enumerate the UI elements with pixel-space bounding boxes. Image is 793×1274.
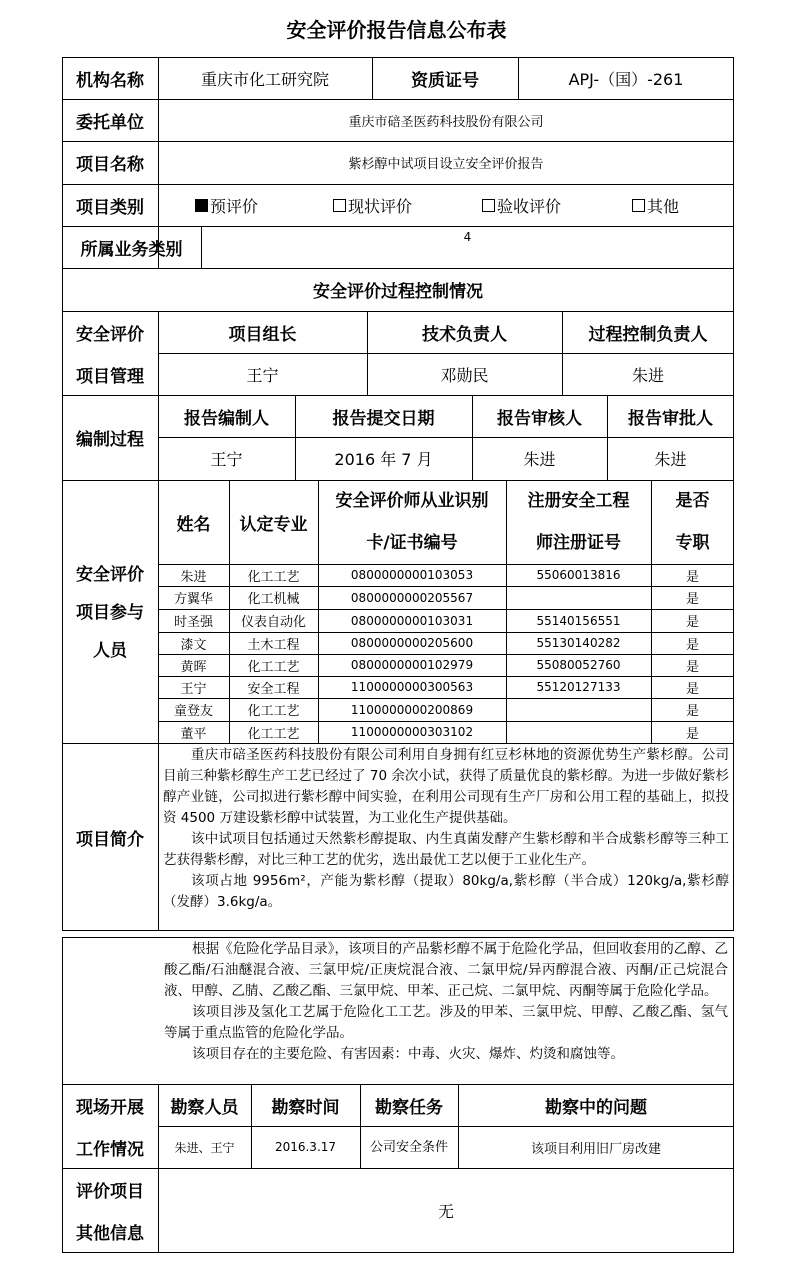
staff-card: 1100000000300563 (350, 680, 474, 694)
staff-major: 土木工程 (247, 637, 300, 653)
staff-name: 朱进 (180, 569, 207, 585)
staff-major: 化工机械 (247, 592, 300, 607)
checkbox-empty-icon (482, 199, 495, 212)
intro-label: 项目简介 (76, 829, 144, 850)
staff-reg (506, 586, 651, 609)
hazard-text (164, 939, 728, 1065)
staff-name: 时圣强 (173, 615, 213, 630)
project-label: 项目名称 (76, 155, 144, 175)
project-value: 紫杉醇中试项目设立安全评价报告 (348, 157, 544, 172)
staff-reg: 55080052760 (536, 658, 621, 672)
intro-paragraph: 该项占地 9956m²，产能为紫杉醇（提取）80kg/a,紫杉醇（半合成）120kg/a,紫杉醇（发酵）3.6kg/a。 (163, 873, 729, 910)
staff-fulltime: 是 (685, 726, 699, 742)
client-value: 重庆市碚圣医药科技股份有限公司 (348, 114, 544, 130)
staff-card: 0800000000205567 (350, 590, 474, 605)
staff-label-line: 人员 (93, 641, 127, 661)
compile-value-date: 2016 年 7 月 (334, 450, 433, 469)
category-option-current[interactable] (333, 184, 443, 226)
staff-fulltime: 是 (685, 659, 699, 675)
staff-major: 化工工艺 (247, 569, 300, 585)
site-header-task: 勘察任务 (375, 1097, 443, 1118)
staff-name: 董平 (180, 726, 207, 742)
compile-header-reviewer: 报告审核人 (497, 408, 582, 429)
staff-reg (506, 721, 651, 743)
staff-reg (506, 698, 651, 721)
category-option-label: 预评价 (210, 196, 259, 216)
org-value: 重庆市化工研究院 (200, 69, 329, 89)
category-option-label: 其他 (647, 196, 680, 216)
staff-major: 化工工艺 (247, 659, 300, 675)
category-label: 项目类别 (76, 197, 144, 218)
staff-header-fulltime-line: 是否 (675, 491, 710, 511)
page-title: 安全评价报告信息公布表 (286, 18, 507, 42)
category-option-label: 现状评价 (348, 196, 413, 216)
other-value: 无 (437, 1202, 454, 1221)
staff-reg: 55130140282 (536, 636, 621, 650)
staff-fulltime: 是 (685, 569, 699, 585)
mgmt-label-1: 安全评价 (76, 324, 144, 345)
site-header-staff: 勘察人员 (170, 1097, 239, 1118)
compile-value-approver: 朱进 (654, 450, 687, 469)
staff-header-reg-line: 注册安全工程 (527, 491, 630, 511)
compile-header-author: 报告编制人 (184, 408, 269, 429)
intro-paragraph: 该中试项目包括通过天然紫杉醇提取、内生真菌发酵产生紫杉醇和半合成紫杉醇等三种工艺获得紫杉醇，对比三种工艺的优劣，选出最优工艺以便于工业化生产。 (163, 831, 729, 868)
site-label-2: 工作情况 (76, 1139, 144, 1160)
staff-header-major: 认定专业 (239, 514, 308, 535)
mgmt-header-leader: 项目组长 (228, 324, 297, 345)
staff-header-card-line: 安全评价师从业识别 (335, 491, 489, 511)
staff-fulltime: 是 (685, 592, 699, 607)
site-value-time: 2016.3.17 (274, 1140, 337, 1154)
staff-name: 漆文 (180, 637, 207, 653)
mgmt-value-tech: 邓勋民 (440, 365, 489, 385)
staff-name: 黄晖 (180, 659, 207, 675)
staff-fulltime: 是 (685, 615, 699, 630)
staff-major: 化工工艺 (247, 726, 300, 742)
cert-label: 资质证号 (411, 70, 479, 91)
site-value-issue: 该项目利用旧厂房改建 (530, 1141, 661, 1157)
mgmt-header-process: 过程控制负责人 (588, 324, 708, 345)
staff-reg: 55140156551 (536, 613, 621, 628)
staff-fulltime: 是 (685, 704, 699, 719)
category-option-label: 验收评价 (497, 196, 562, 216)
staff-fulltime: 是 (685, 637, 699, 653)
category-option-pre[interactable] (195, 184, 290, 226)
staff-header-fulltime-line: 专职 (675, 533, 710, 553)
site-value-task: 公司安全条件 (369, 1139, 448, 1155)
mgmt-label-2: 项目管理 (76, 366, 144, 387)
site-value-staff: 朱进、王宁 (174, 1140, 235, 1155)
mgmt-header-tech: 技术负责人 (422, 324, 507, 345)
staff-header-fulltime (651, 480, 734, 564)
client-label: 委托单位 (76, 112, 144, 133)
hazard-paragraph: 该项目存在的主要危险、有害因素：中毒、火灾、爆炸、灼烫和腐蚀等。 (192, 1046, 624, 1062)
staff-reg: 55060013816 (536, 568, 621, 582)
staff-name: 方翼华 (173, 592, 213, 607)
intro-paragraph: 重庆市碚圣医药科技股份有限公司利用自身拥有红豆杉林地的资源优势生产紫杉醇。公司目前三种紫杉醇生产工艺已经过了 70 余次小试，获得了质量优良的紫杉醇。为进一步做好紫杉醇产业链，公司拟进行紫杉醇中间实验，在利用公司现有生产厂房和公用工程的基础上，拟投资 4500 万建设紫杉醇中试装置，为工业化生产提供基础。 (163, 747, 729, 826)
hazard-paragraph: 该项目涉及氢化工艺属于危险化工工艺。涉及的甲苯、三氯甲烷、甲醇、乙酸乙酯、氢气等属于重点监管的危险化学品。 (164, 1004, 728, 1041)
business-label: 所属业务类别 (80, 239, 183, 260)
hazard-paragraph: 根据《危险化学品目录》，该项目的产品紫杉醇不属于危险化学品，但回收套用的乙醇、乙酸乙酯/石油醚混合液、三氯甲烷/正庚烷混合液、二氯甲烷/异丙醇混合液、丙酮/正己烷混合液、甲醇、乙腈、乙酸乙酯、三氯甲烷、甲苯、正己烷、二氯甲烷、丙酮等属于危险化学品。 (164, 941, 728, 999)
staff-major: 化工工艺 (247, 704, 300, 719)
other-label-1: 评价项目 (76, 1181, 144, 1202)
site-header-issue: 勘察中的问题 (545, 1097, 647, 1118)
checkbox-empty-icon (632, 199, 645, 212)
site-header-time: 勘察时间 (271, 1097, 340, 1118)
compile-value-author: 王宁 (210, 450, 243, 469)
staff-name: 王宁 (180, 681, 207, 697)
compile-header-date: 报告提交日期 (332, 408, 435, 429)
other-label-2: 其他信息 (76, 1223, 144, 1244)
staff-label-line: 项目参与 (76, 603, 144, 623)
org-label: 机构名称 (76, 70, 144, 91)
staff-name: 童登友 (173, 704, 213, 719)
checkbox-empty-icon (333, 199, 346, 212)
compile-value-reviewer: 朱进 (523, 450, 556, 469)
process-title: 安全评价过程控制情况 (313, 282, 483, 302)
staff-card: 1100000000303102 (350, 725, 474, 739)
staff-card: 0800000000102979 (350, 658, 474, 672)
mgmt-value-process: 朱进 (631, 365, 664, 385)
staff-major: 仪表自动化 (240, 615, 306, 630)
staff-card: 0800000000103031 (350, 613, 474, 628)
staff-card: 1100000000200869 (350, 702, 474, 717)
site-label-1: 现场开展 (76, 1097, 144, 1118)
category-option-other[interactable] (632, 184, 712, 226)
staff-label-line: 安全评价 (76, 565, 144, 585)
cert-value: APJ-（国）-261 (568, 69, 684, 89)
checkbox-checked-icon (195, 199, 208, 212)
category-option-acceptance[interactable] (482, 184, 592, 226)
mgmt-value-leader: 王宁 (246, 365, 279, 385)
staff-card: 0800000000205600 (350, 636, 474, 650)
staff-header-card (318, 480, 506, 564)
compile-label: 编制过程 (76, 430, 144, 450)
staff-major: 安全工程 (247, 681, 300, 697)
staff-header-name: 姓名 (176, 514, 211, 535)
staff-card: 0800000000103053 (350, 568, 474, 582)
staff-header-card-line: 卡/证书编号 (366, 533, 458, 553)
staff-header-reg (506, 480, 651, 564)
staff-reg: 55120127133 (536, 680, 621, 694)
compile-header-approver: 报告审批人 (628, 408, 713, 429)
intro-text (163, 745, 729, 913)
business-value: 4 (463, 230, 472, 244)
staff-fulltime: 是 (685, 681, 699, 697)
staff-label (62, 556, 158, 670)
staff-header-reg-line: 师注册证号 (536, 533, 621, 553)
